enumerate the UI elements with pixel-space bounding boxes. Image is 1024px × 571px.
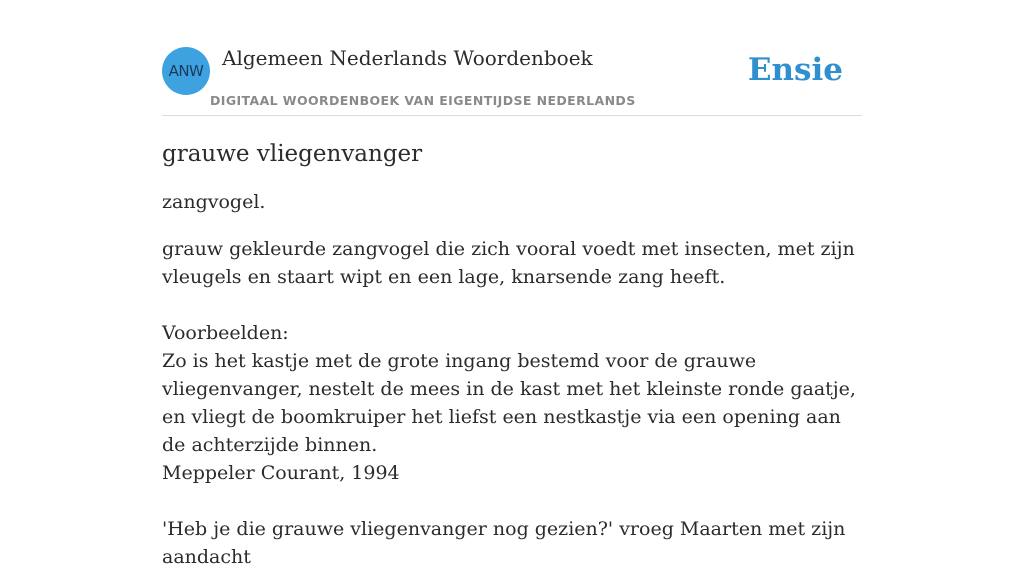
entry-content (162, 138, 862, 571)
site-header (162, 46, 862, 116)
site-title[interactable]: Algemeen Nederlands Woordenboek (222, 46, 593, 70)
example-text: 'Heb je die grauwe vliegenvanger nog gezien?' vroeg Maarten met zijn aandacht (162, 518, 846, 568)
example-source: Meppeler Courant, 1994 (162, 462, 400, 484)
entry-definition: grauw gekleurde zangvogel die zich vooral voedt met insecten, met zijn vleugels en staart wipt en een lage, knarsende zang heeft. (162, 238, 855, 288)
examples-heading: Voorbeelden: (162, 322, 289, 344)
logo-text: ANW (168, 62, 204, 80)
spacer (162, 487, 862, 515)
entry-category: zangvogel. (162, 191, 266, 213)
entry-title: grauwe vliegenvanger (162, 141, 423, 167)
example-text: Zo is het kastje met de grote ingang bestemd voor de grauwe vliegenvanger, nestelt de mees in de kast met het kleinste ronde gaatje, en vliegt de boomkruiper het liefst een nestkastje via een opening aan de achterzijde binnen. (162, 350, 856, 456)
ensie-brand-link[interactable]: Ensie (747, 52, 843, 88)
site-subtitle: DIGITAAL WOORDENBOEK VAN EIGENTIJDSE NEDERLANDS (210, 93, 636, 108)
spacer (162, 291, 862, 319)
anw-logo[interactable] (162, 47, 210, 95)
